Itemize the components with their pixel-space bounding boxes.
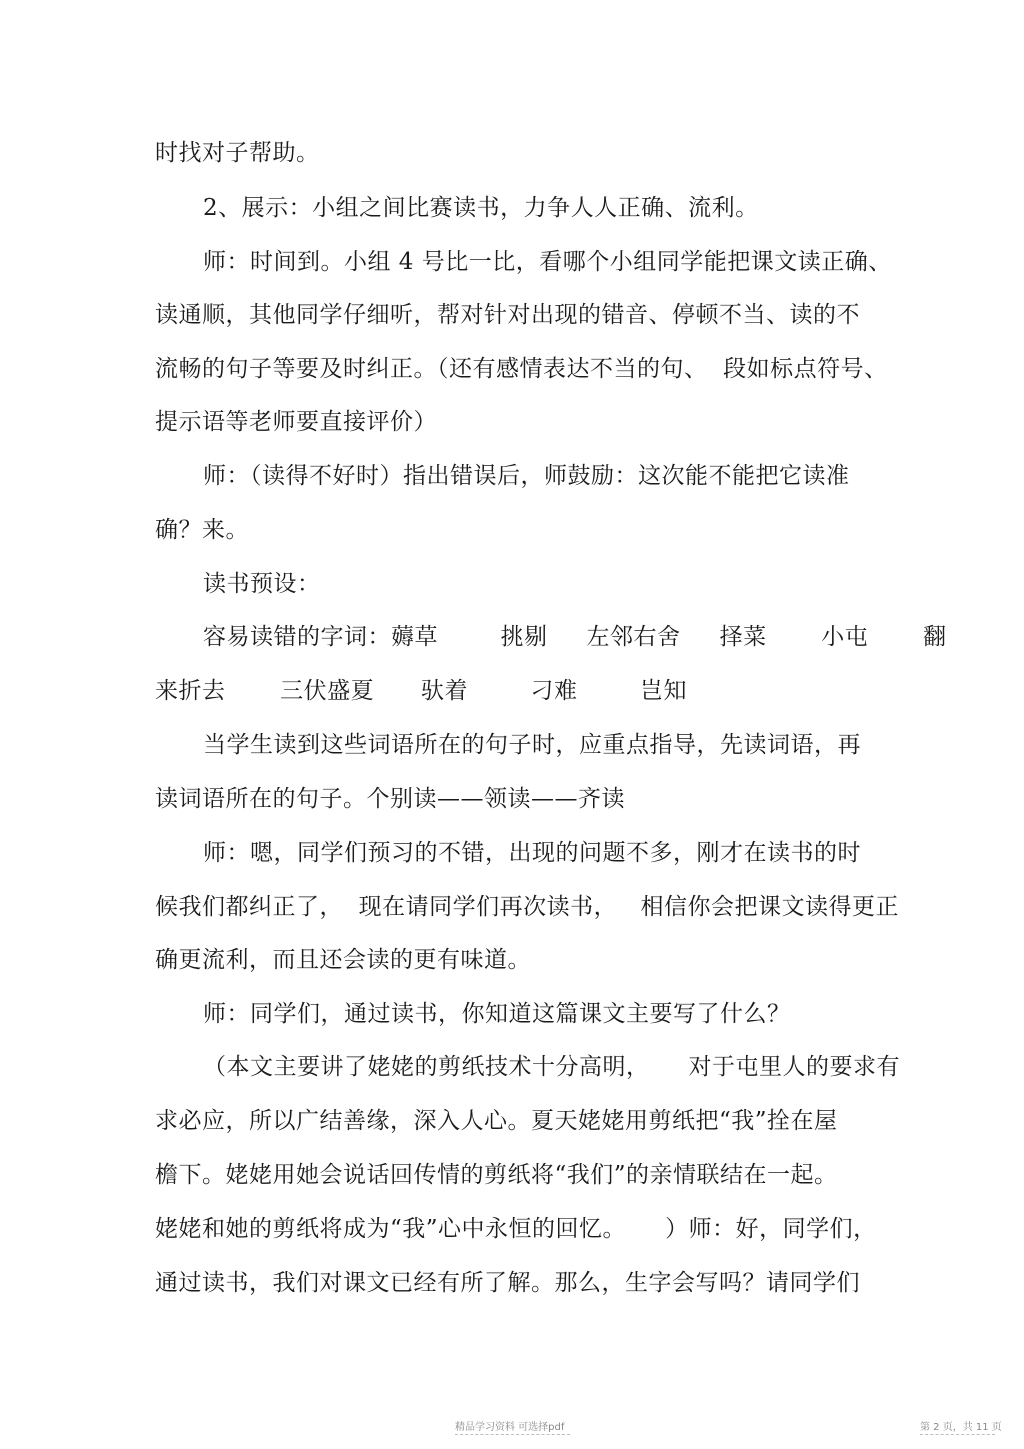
text-line: 师：时间到。小组 4 号比一比，看哪个小组同学能把课文读正确、: [203, 249, 892, 275]
text-line: 提示语等老师要直接评价）: [155, 409, 437, 435]
text-line: 师：同学们，通过读书，你知道这篇课文主要写了什么？: [203, 1001, 791, 1027]
text-line: 确？来。: [155, 517, 249, 543]
text-line: 姥姥和她的剪纸将成为“我”心中永恒的回忆。 ）师：好，同学们，: [155, 1216, 877, 1242]
text-line: 当学生读到这些词语所在的句子时，应重点指导，先读词语，再: [203, 732, 861, 758]
page-number: 第 2 页，共 11 页: [920, 1422, 1002, 1433]
footer-source-note: 精品学习资料 可选择pdf: [455, 1422, 565, 1433]
text-line: 读书预设：: [203, 571, 321, 597]
footer-divider: [455, 1434, 570, 1435]
text-line: 求必应，所以广结善缘，深入人心。夏天姥姥用剪纸把“我”拴在屋: [155, 1108, 838, 1134]
text-line: 流畅的句子等要及时纠正。（还有感情表达不当的句、 段如标点符号、: [155, 356, 888, 382]
text-line: 时找对子帮助。: [155, 140, 320, 166]
text-line: 通过读书，我们对课文已经有所了解。那么，生字会写吗？请同学们: [155, 1270, 860, 1296]
text-line: 2、展示：小组之间比赛读书，力争人人正确、流利。: [203, 195, 759, 221]
text-line: 读通顺，其他同学仔细听，帮对针对出现的错音、停顿不当、读的不: [155, 302, 860, 328]
text-line: 读词语所在的句子。个别读——领读——齐读: [155, 786, 625, 812]
text-line: 师：（读得不好时）指出错误后，师鼓励：这次能不能把它读准: [203, 463, 850, 489]
text-line: 确更流利，而且还会读的更有味道。: [155, 947, 531, 973]
text-line: （本文主要讲了姥姥的剪纸技术十分高明， 对于屯里人的要求有: [203, 1054, 901, 1080]
text-line: 容易读错的字词：薅草 挑剔 左邻右舍 择菜 小屯 翻: [203, 624, 947, 650]
text-line: 候我们都纠正了， 现在请同学们再次读书， 相信你会把课文读得更正: [155, 894, 900, 920]
footer-divider: [920, 1434, 995, 1435]
text-line: 檐下。姥姥用她会说话回传情的剪纸将“我们”的亲情联结在一起。: [155, 1162, 838, 1188]
text-line: 来折去 三伏盛夏 驮着 刁难 岂知: [155, 678, 688, 704]
text-line: 师：嗯，同学们预习的不错，出现的问题不多，刚才在读书的时: [203, 840, 861, 866]
